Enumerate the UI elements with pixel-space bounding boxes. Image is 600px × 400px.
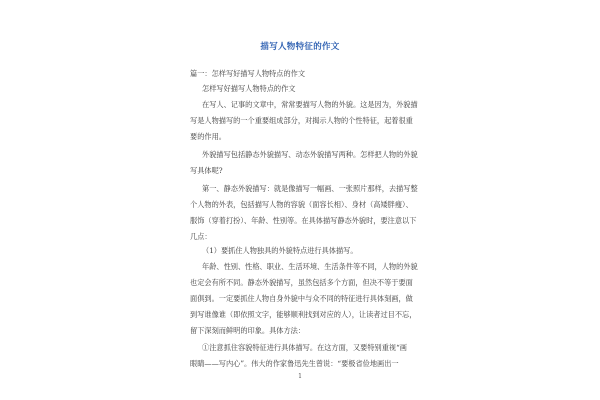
document-title: 描写人物特征的作文: [260, 42, 340, 52]
paragraph-line: 要的作用。: [190, 132, 226, 141]
paragraph-line: 在写人、记事的文章中，常常要描写人物的外貌。这是因为，外貌描: [202, 100, 418, 109]
paragraph-line: 外貌描写包括静态外貌描写、动态外貌描写两种。怎样把人物的外貌: [202, 150, 418, 159]
paragraph-line: 眼睛——写内心”。伟大的作家鲁迅先生曾说：“要极省俭地画出一: [190, 359, 399, 368]
list-item-heading: （1）要抓住人物独具的外貌特点进行具体描写。: [202, 246, 358, 255]
paragraph-line: 个人物的外表，包括描写人物的容貌（面容长相）、身材（高矮胖瘦）、: [190, 200, 413, 209]
paragraph-line: 服饰（穿着打扮）、年龄、性别等。在具体描写静态外貌时，要注意以下: [190, 216, 417, 225]
section-heading: 篇一：怎样写好描写人物特点的作文: [190, 69, 306, 78]
paragraph-line: 留下深刻而鲜明的印象。具体方法：: [190, 326, 306, 335]
paragraph-line: 写是人物描写的一个重要组成部分，对揭示人物的个性特征，起着很重: [190, 116, 413, 125]
paragraph-line: ①注意抓住容貌特征进行具体描写。在这方面，又要特别重视“画: [202, 343, 407, 352]
paragraph-line: 到写谁像谁（即依照文字，能够顺利找到对应的人），让读者过目不忘，: [190, 310, 417, 319]
paragraph-line: 几点：: [190, 232, 212, 241]
paragraph-line: 年龄、性别、性格、职业、生活环境、生活条件等不同，人物的外貌: [202, 262, 418, 271]
subheading: 怎样写好描写人物特点的作文: [202, 84, 296, 93]
page-number: 1: [298, 373, 302, 380]
paragraph-line: 也定会有所不同。静态外貌描写，虽然包括多个方面，但决不等于要面: [190, 278, 413, 287]
paragraph-line: 写具体呢?: [190, 166, 223, 175]
paragraph-line: 面俱到。一定要抓住人物自身外貌中与众不同的特征进行具体刻画，做: [190, 294, 413, 303]
paragraph-line: 第一、静态外貌描写：就是像描写一幅画、一张照片那样，去描写整: [202, 184, 418, 193]
